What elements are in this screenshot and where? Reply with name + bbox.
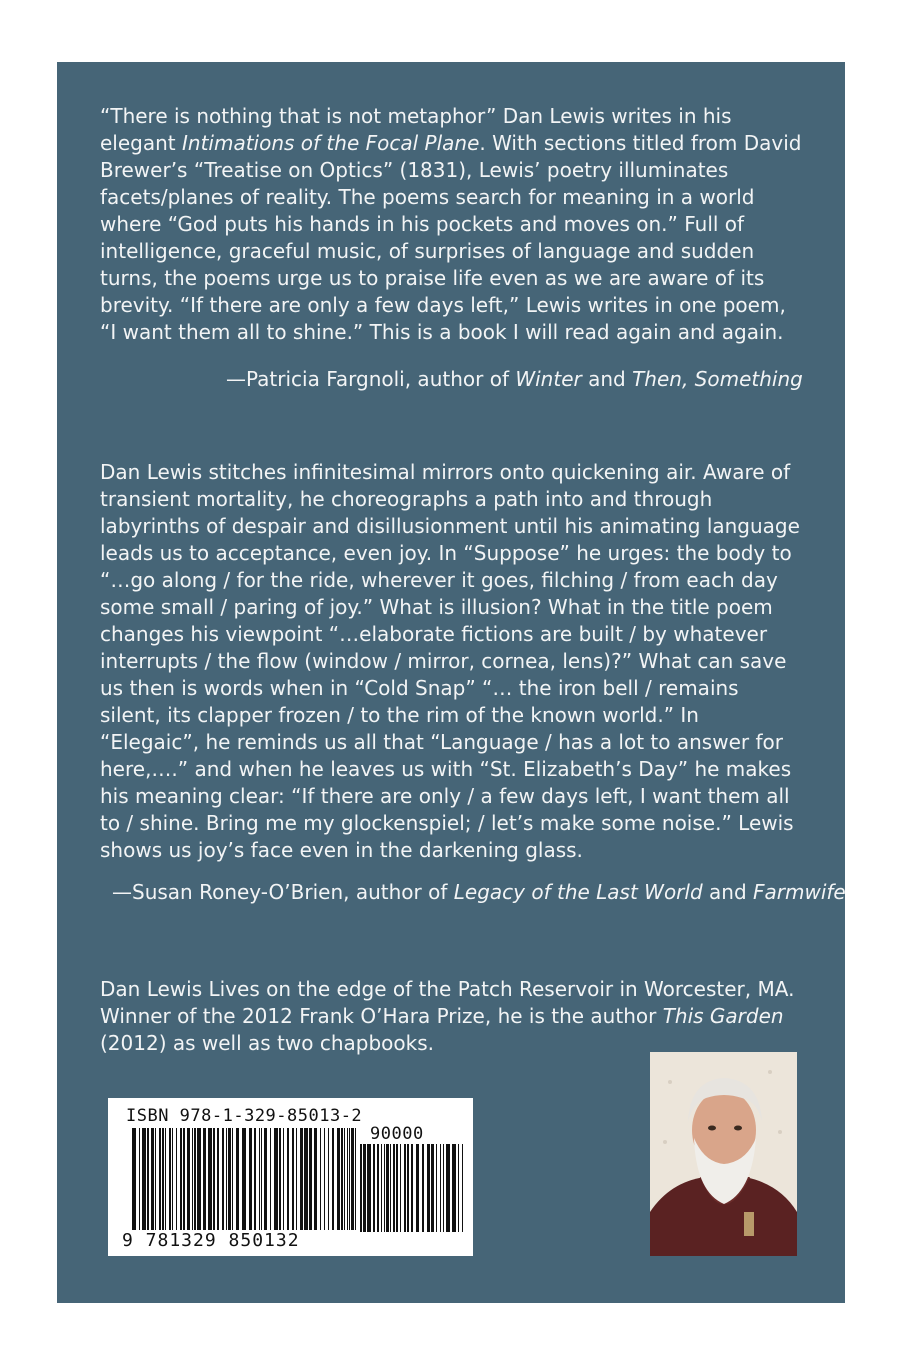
barcode-digits: 9 781329 850132	[122, 1230, 300, 1251]
isbn-barcode	[108, 1098, 473, 1256]
barcode-bar	[203, 1128, 206, 1230]
barcode-bar	[139, 1128, 140, 1230]
barcode-bar	[259, 1128, 260, 1230]
barcode-bar	[279, 1128, 281, 1230]
barcode-bar	[462, 1144, 463, 1232]
barcode-bar	[270, 1128, 271, 1230]
barcode-bar	[360, 1144, 362, 1232]
praise-blurb-fargnoli: “There is nothing that is not metaphor” Dan Lewis writes in his elegant Intimations of the Focal Plane. With sections titled from David Brewer’s “Treatise on Optics” (1831), Lewis’ poetry illuminates facets/planes of reality. The poems search for meaning in a world where “God puts his hands in his pockets and moves on.” Full of intelligence, graceful music, of surprises of language and sudden turns, the poems urge us to praise life even as we are aware of its brevity. “If there are only a few days left,” Lewis writes in one poem, “I want them all to shine.” This is a book I will read again and again.	[100, 104, 802, 344]
barcode-bar	[192, 1128, 193, 1230]
barcode-bar	[384, 1144, 385, 1232]
barcode-bar	[390, 1144, 391, 1232]
barcode-bar	[222, 1128, 224, 1230]
barcode-bar	[446, 1144, 450, 1232]
barcode-bar	[355, 1128, 356, 1230]
barcode-bar	[309, 1128, 312, 1230]
barcode-bar	[151, 1128, 154, 1230]
attribution-roney-obrien: —Susan Roney-O’Brien, author of Legacy of the Last World and Farmwife	[112, 880, 846, 904]
barcode-bar	[328, 1128, 329, 1230]
barcode-bar	[300, 1128, 303, 1230]
barcode-bar	[236, 1128, 239, 1230]
barcode-bar	[261, 1128, 262, 1230]
barcode-bar	[187, 1128, 190, 1230]
isbn-label: ISBN 978-1-329-85013-2	[126, 1106, 363, 1126]
barcode-bar	[407, 1144, 409, 1232]
barcode-bar	[159, 1128, 161, 1230]
barcode-bar	[287, 1128, 289, 1230]
barcode-bar	[351, 1128, 354, 1230]
barcode-bar	[422, 1144, 424, 1232]
barcode-bar	[162, 1128, 164, 1230]
barcode-bar	[363, 1144, 366, 1232]
barcode-bar	[155, 1128, 156, 1230]
barcode-bar	[411, 1144, 413, 1232]
price-addon-bars	[360, 1144, 464, 1232]
barcode-bar	[242, 1128, 246, 1230]
barcode-bar	[436, 1144, 437, 1232]
ean13-bars	[132, 1128, 358, 1230]
author-photo	[650, 1052, 797, 1256]
barcode-bar	[347, 1128, 348, 1230]
barcode-bar	[458, 1144, 459, 1232]
barcode-bar	[226, 1128, 227, 1230]
barcode-bar	[142, 1128, 146, 1230]
barcode-bar	[324, 1128, 325, 1230]
barcode-bar	[367, 1144, 371, 1232]
barcode-bar	[292, 1128, 294, 1230]
attribution-fargnoli: —Patricia Fargnoli, author of Winter and Then, Something	[226, 367, 803, 391]
barcode-bar	[320, 1128, 321, 1230]
barcode-bar	[213, 1128, 215, 1230]
barcode-bar	[249, 1128, 252, 1230]
barcode-bar	[165, 1128, 166, 1230]
barcode-bar	[176, 1128, 177, 1230]
barcode-bar	[217, 1128, 219, 1230]
barcode-bar	[180, 1128, 182, 1230]
barcode-bar	[381, 1144, 382, 1232]
barcode-bar	[396, 1144, 398, 1232]
barcode-bar	[332, 1128, 334, 1230]
barcode-bar	[400, 1144, 401, 1232]
barcode-bar	[283, 1128, 284, 1230]
author-bio: Dan Lewis Lives on the edge of the Patch Reservoir in Worcester, MA. Winner of the 2012 Frank O’Hara Prize, he is the author This Garden (2012) as well as two chapbooks.	[100, 977, 795, 1055]
barcode-bar	[393, 1144, 395, 1232]
praise-blurb-roney-obrien: Dan Lewis stitches infinitesimal mirrors onto quickening air. Aware of transient mortality, he choreographs a path into and through labyrinths of despair and disillusionment until his animating language leads us to acceptance, even joy. In “Suppose” he urges: the body to “…go along / for the ride, wherever it goes, filching / from each day some small / paring of joy.” What is illusion? What in the title poem changes his viewpoint “…elaborate fictions are built / by whatever interrupts / the flow (window / mirror, cornea, lens)?” What can save us then is words when in “Cold Snap” “… the iron bell / remains silent, its clapper frozen / to the rim of the known world.” In “Elegaic”, he reminds us all that “Language / has a lot to answer for here,….” and when he leaves us with “St. Elizabeth’s Day” he makes his meaning clear: “If there are only / a few days left, I want them all to / shine. Bring me my glockenspiel; / let’s make some noise.” Lewis shows us joy’s face even in the darkening glass.	[100, 460, 800, 862]
barcode-bar	[349, 1128, 350, 1230]
barcode-bar	[232, 1128, 233, 1230]
barcode-bar	[452, 1144, 456, 1232]
barcode-bar	[427, 1144, 430, 1232]
barcode-bar	[264, 1128, 267, 1230]
barcode-bar	[386, 1144, 389, 1232]
barcode-bar	[194, 1128, 196, 1230]
barcode-bar	[228, 1128, 231, 1230]
barcode-bar	[304, 1128, 308, 1230]
barcode-bar	[431, 1144, 434, 1232]
barcode-bar	[341, 1128, 343, 1230]
price-code: 90000	[370, 1124, 424, 1144]
barcode-bar	[314, 1128, 317, 1230]
barcode-bar	[169, 1128, 171, 1230]
barcode-bar	[296, 1128, 297, 1230]
barcode-bar	[344, 1128, 345, 1230]
barcode-bar	[254, 1128, 256, 1230]
barcode-bar	[274, 1128, 278, 1230]
barcode-bar	[132, 1128, 136, 1230]
barcode-bar	[197, 1128, 201, 1230]
barcode-bar	[373, 1144, 375, 1232]
barcode-bar	[337, 1128, 340, 1230]
barcode-bar	[208, 1128, 212, 1230]
barcode-bar	[183, 1128, 185, 1230]
barcode-bar	[416, 1144, 419, 1232]
barcode-bar	[172, 1128, 173, 1230]
barcode-bar	[443, 1144, 444, 1232]
barcode-bar	[377, 1144, 379, 1232]
barcode-bar	[147, 1128, 149, 1230]
barcode-bar	[404, 1144, 406, 1232]
barcode-bar	[440, 1144, 441, 1232]
